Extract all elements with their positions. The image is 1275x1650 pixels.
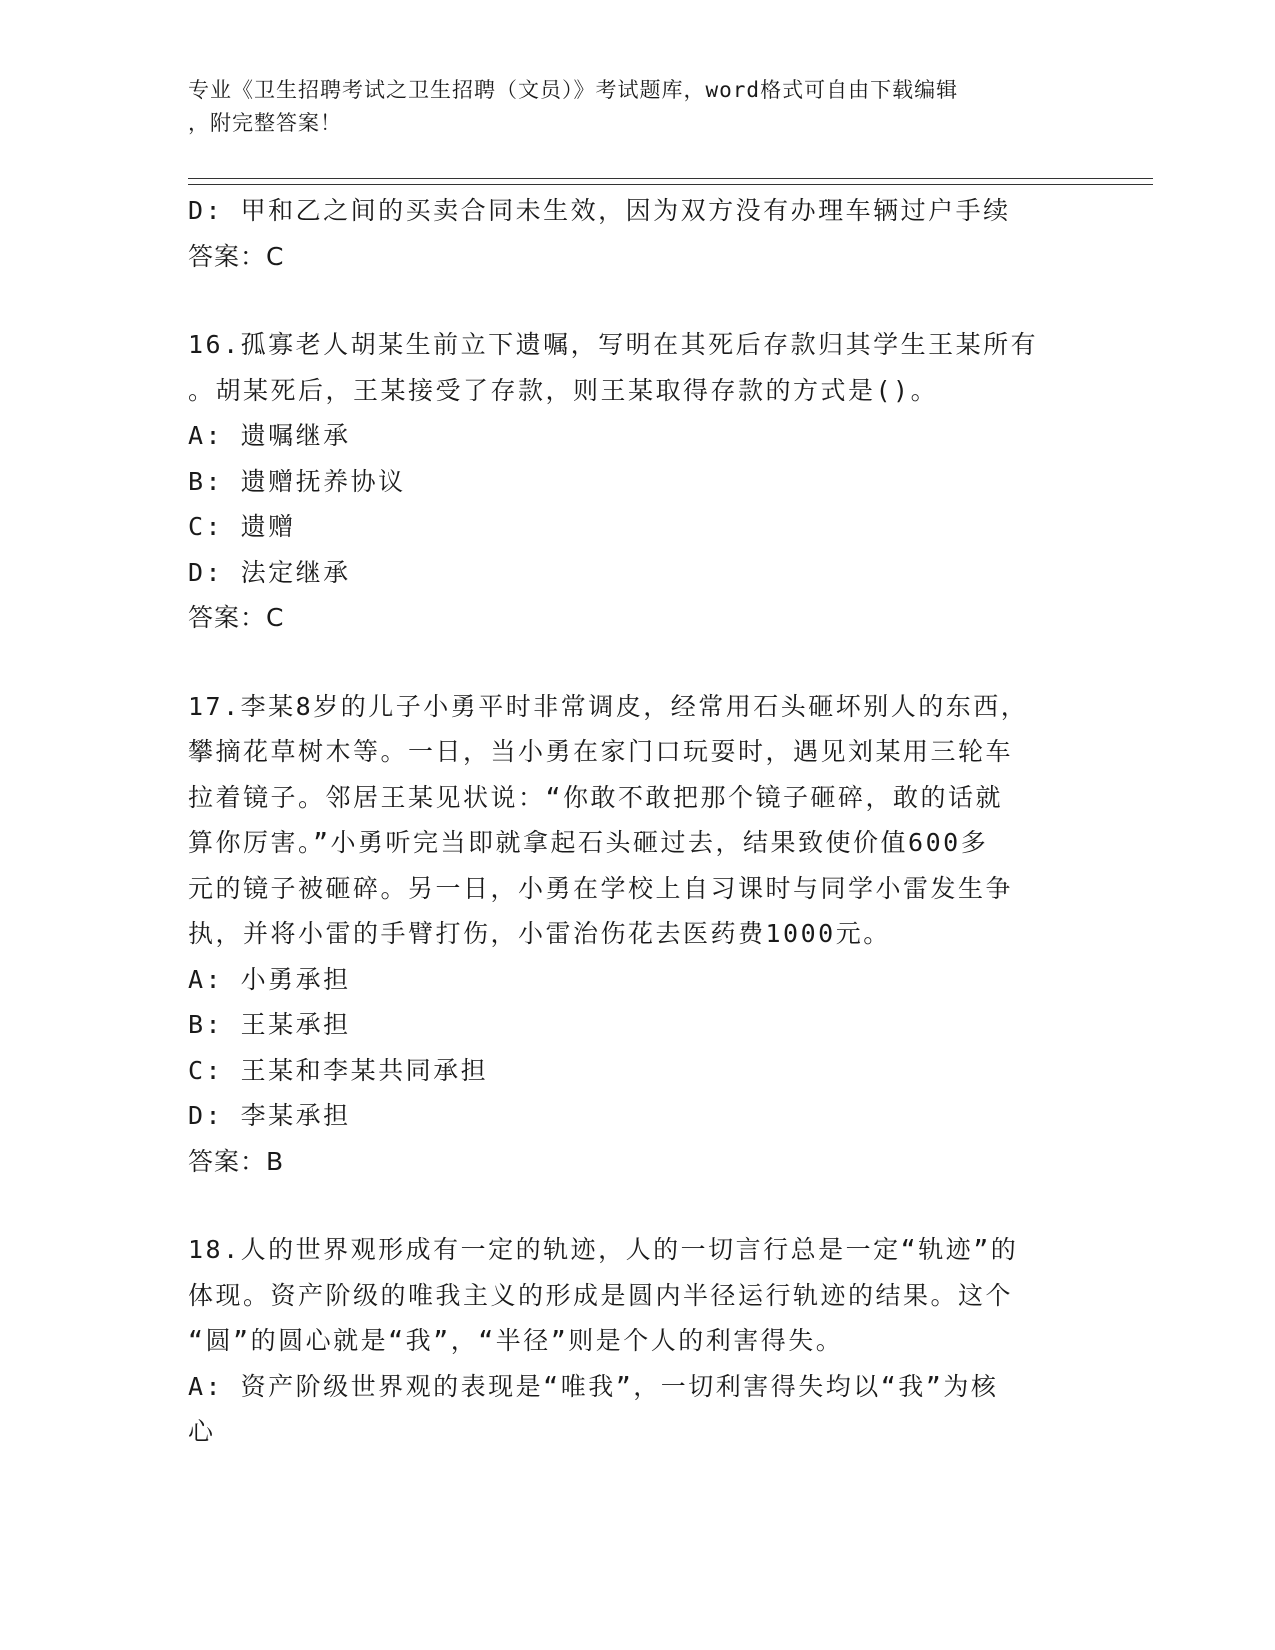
spacer — [188, 641, 1088, 684]
question-text: 执，并将小雷的手臂打伤，小雷治伤花去医药费1000元。 — [188, 919, 891, 948]
option-a: A: 遗嘱继承 — [188, 421, 351, 450]
question-text: “圆”的圆心就是“我”，“半径”则是个人的利害得失。 — [188, 1326, 844, 1355]
question-text: 元的镜子被砸碎。另一日，小勇在学校上自习课时与同学小雷发生争 — [188, 873, 1014, 903]
option-b: B: 遗赠抚养协议 — [188, 466, 406, 496]
option-d: D: 李某承担 — [188, 1101, 351, 1130]
question-text: 算你厉害。”小勇听完当即就拿起石头砸过去，结果致使价值600多 — [188, 828, 989, 857]
question-text: 16.孤寡老人胡某生前立下遗嘱，写明在其死后存款归其学生王某所有 — [188, 330, 1039, 359]
question-text: 17.李某8岁的儿子小勇平时非常调皮，经常用石头砸坏别人的东西， — [188, 691, 1029, 721]
answer: 答案：B — [188, 1146, 285, 1176]
spacer — [188, 1184, 1088, 1227]
answer: 答案：C — [188, 241, 285, 271]
question-18 — [188, 1227, 1088, 1455]
question-text: 18.人的世界观形成有一定的轨迹，人的一切言行总是一定“轨迹”的 — [188, 1235, 1019, 1264]
spacer — [188, 279, 1088, 322]
header-divider-top — [188, 178, 1153, 179]
question-17 — [188, 684, 1088, 1185]
carryover-block — [188, 188, 1088, 279]
document-body — [188, 188, 1088, 1455]
option-c: C: 王某和李某共同承担 — [188, 1055, 489, 1085]
question-text: 拉着镜子。邻居王某见状说：“你敢不敢把那个镜子砸碎，敢的话就 — [188, 782, 1004, 812]
option-b: B: 王某承担 — [188, 1010, 351, 1039]
option-c: C: 遗赠 — [188, 512, 296, 541]
question-text: 。胡某死后，王某接受了存款，则王某取得存款的方式是()。 — [188, 375, 939, 405]
option-a: A: 小勇承担 — [188, 964, 351, 994]
question-text: 攀摘花草树木等。一日，当小勇在家门口玩耍时，遇见刘某用三轮车 — [188, 737, 1014, 766]
option-d: D: 甲和乙之间的买卖合同未生效，因为双方没有办理车辆过户手续 — [188, 196, 1011, 225]
header-line-2: ，附完整答案！ — [188, 111, 342, 135]
header-divider-bottom — [188, 184, 1153, 185]
question-text: 体现。资产阶级的唯我主义的形成是圆内半径运行轨迹的结果。这个 — [188, 1280, 1014, 1310]
option-d: D: 法定继承 — [188, 557, 351, 587]
option-a: A: 资产阶级世界观的表现是“唯我”，一切利害得失均以“我”为核 — [188, 1371, 999, 1401]
answer: 答案：C — [188, 603, 285, 632]
option-a-continuation: 心 — [188, 1417, 216, 1446]
page-header — [188, 74, 1088, 140]
question-16 — [188, 322, 1088, 641]
header-line-1: 专业《卫生招聘考试之卫生招聘（文员）》考试题库，word格式可自由下载编辑 — [188, 78, 959, 102]
